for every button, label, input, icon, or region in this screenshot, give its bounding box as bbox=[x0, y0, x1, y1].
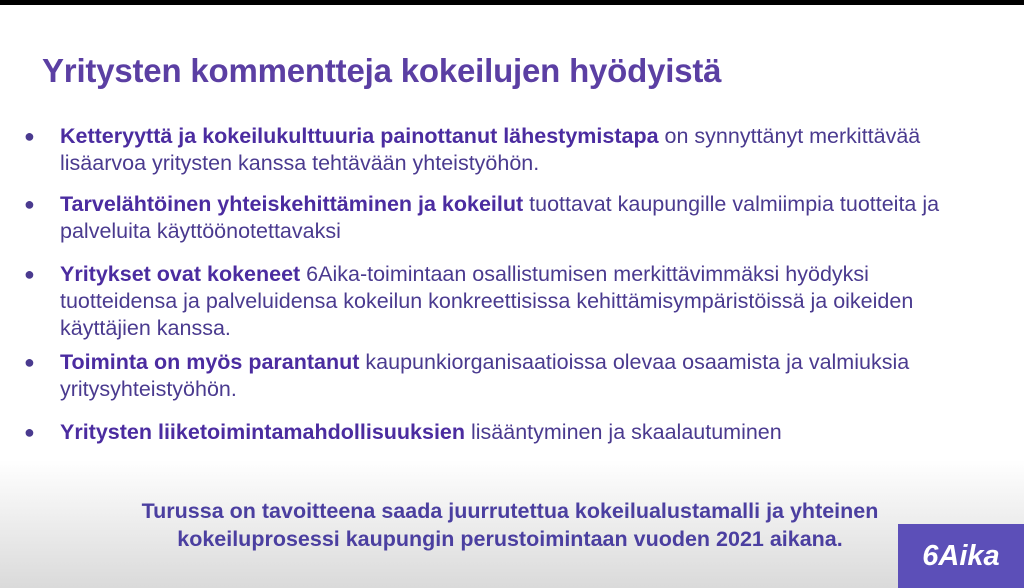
bullet-text: lisääntyminen ja skaalautuminen bbox=[465, 420, 782, 444]
bullet-item bbox=[24, 349, 970, 403]
6aika-logo: 6Aika bbox=[898, 524, 1024, 588]
bullet-item bbox=[24, 419, 970, 446]
footer-note bbox=[60, 497, 960, 553]
bullet-dot-icon: ● bbox=[24, 126, 35, 146]
bullet-item bbox=[24, 261, 970, 342]
bullet-dot-icon: ● bbox=[24, 352, 35, 372]
bullet-item bbox=[24, 191, 970, 245]
bullet-dot-icon: ● bbox=[24, 194, 35, 214]
slide-title: Yritysten kommentteja kokeilujen hyödyistä bbox=[42, 52, 722, 89]
bullet-dot-icon: ● bbox=[24, 422, 35, 442]
bullet-bold-text: Tarvelähtöinen yhteiskehittäminen ja kokeilut bbox=[60, 192, 524, 216]
bullet-bold-text: Ketteryyttä ja kokeilukulttuuria painottanut lähestymistapa bbox=[60, 124, 659, 148]
bullet-text: kaupunkiorganisaatioissa olevaa osaamista ja valmiuksia yritysyhteistyöhön. bbox=[60, 350, 910, 401]
bullet-dot-icon: ● bbox=[24, 264, 35, 284]
bullet-item bbox=[24, 123, 970, 177]
footer-line-2: kokeiluprosessi kaupungin perustoimintaan vuoden 2021 aikana. bbox=[177, 527, 843, 551]
bullet-bold-text: Toiminta on myös parantanut bbox=[60, 350, 360, 374]
footer-line-1: Turussa on tavoitteena saada juurrutettua kokeilualustamalli ja yhteinen bbox=[141, 499, 879, 523]
bullet-text: 6Aika-toimintaan osallistumisen merkittävimmäksi hyödyksi tuotteidensa ja palveluidensa kokeilun konkreettisissa kehittämisympäristöissä ja oikeiden käyttäjien kanssa. bbox=[60, 262, 914, 340]
slide bbox=[0, 5, 1024, 588]
bullet-bold-text: Yritysten liiketoimintamahdollisuuksien bbox=[60, 420, 466, 444]
bullet-text: tuottavat kaupungille valmiimpia tuotteita ja palveluita käyttöönotettavaksi bbox=[60, 192, 940, 243]
bullet-text: on synnyttänyt merkittävää lisäarvoa yritysten kanssa tehtävään yhteistyöhön. bbox=[60, 124, 921, 175]
bullet-bold-text: Yritykset ovat kokeneet bbox=[60, 262, 301, 286]
